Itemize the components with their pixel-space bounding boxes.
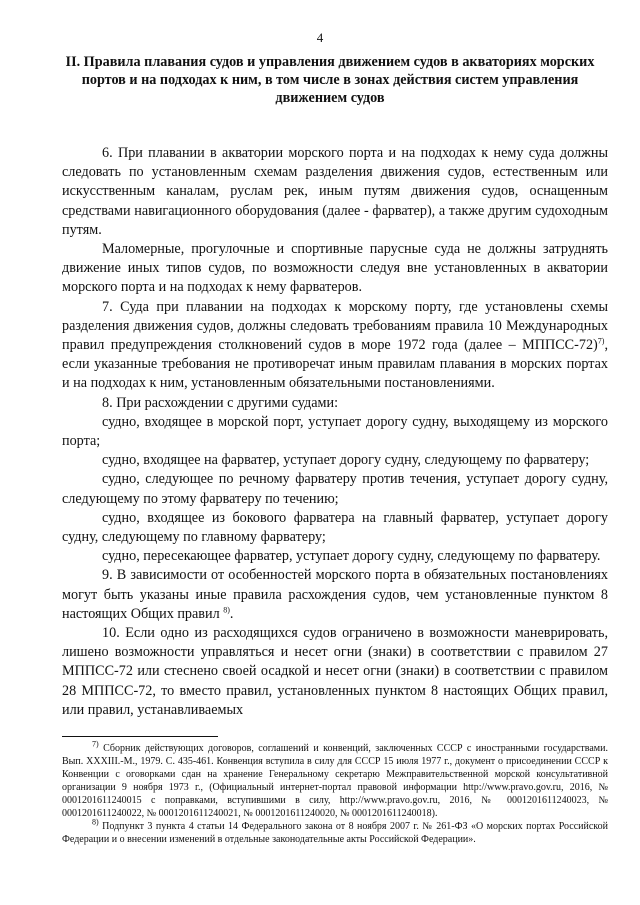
paragraph-7 [62, 298, 608, 394]
list-item: судно, пересекающее фарватер, уступает дорогу судну, следующему по фарватеру. [102, 548, 601, 565]
paragraph-6: 6. При плавании в акватории морского порта и на подходах к нему суда должны следовать по установленным схемам разделения движения судов, естественным или искусственным каналам, руслам рек, иным путям движения судов, оснащенным средствами навигационного оборудования (далее - фарватер), а также другим судоходным путям. [62, 145, 608, 238]
list-item: судно, входящее на фарватер, уступает дорогу судну, следующему по фарватеру; [102, 452, 590, 469]
paragraph-10: 10. Если одно из расходящихся судов ограничено в возможности маневрировать, лишено возможности управляться и несет огни (знаки) в соответствии с правилом 27 МППСС-72 или стеснено своей осадкой и несет огни (знаки) в соответствии с правилом 28 МППСС-72, то вместо правил, установленных пунктом 8 настоящих Общих правил, или правил, устанавливаемых [62, 625, 608, 718]
paragraph-7-text: 7. Суда при плавании на подходах к морскому порту, где установлены схемы разделения движения судов, должны следовать требованиям правила 10 Международных правил предупреждения столкновений судов в море 1972 года (далее – МППСС-72) [62, 298, 608, 354]
document-body [62, 144, 608, 720]
footnote-8 [62, 817, 608, 846]
footnote-divider [62, 736, 218, 737]
paragraph-9-end: . [229, 605, 234, 622]
paragraph-9 [62, 566, 608, 624]
list-item: судно, входящее в морской порт, уступает дорогу судну, выходящему из морского порта; [62, 413, 608, 450]
footnote-mark-8: 8) [92, 817, 99, 827]
footnote-ref-8: 8) [223, 605, 230, 615]
list-item: судно, входящее из бокового фарватера на главный фарватер, уступает дорогу судну, следующему по главному фарватеру; [62, 509, 608, 546]
paragraph-6-small-craft: Маломерные, прогулочные и спортивные парусные суда не должны затруднять движение иных типов судов, по возможности следуя вне установленных в акватории морского порта и на подходах к нему фарватеров. [62, 241, 608, 296]
paragraph-7-text-end: , если указанные требования не противоречат иным правилам плавания в морских портах и на подходах к ним, установленным обязательными постановлениями. [62, 337, 608, 392]
paragraph-8-intro: 8. При расхождении с другими судами: [102, 394, 339, 411]
footnote-8-text: Подпункт 3 пункта 4 статьи 14 Федерального закона от 8 ноября 2007 г. № 261-ФЗ «О морских портах Российской Федерации и о внесении изменений в отдельные законодательные акты Российской Федерации». [62, 821, 608, 845]
footnote-mark-7: 7) [92, 739, 99, 749]
footnote-7 [62, 739, 608, 820]
footnote-ref-7: 7) [597, 336, 605, 346]
page-number: 4 [316, 30, 324, 45]
footnotes [62, 739, 608, 846]
paragraph-9-text: 9. В зависимости от особенностей морского порта в обязательных постановлениях могут быть указаны иные правила расхождения судов, чем установленные пунктом 8 настоящих Общих правил [62, 567, 608, 622]
section-title: II. Правила плавания судов и управления движением судов в акваториях морских портов и на подходах к ним, в том числе в зонах действия систем управления движением судов [65, 54, 595, 106]
footnote-7-text: Сборник действующих договоров, соглашений и конвенций, заключенных СССР с иностранными государствами. Вып. XXXIII.-М., 1979. С. 435-461. Конвенция вступила в силу для СССР 15 июля 1977 г., документ о присоединении СССР к Конвенции с оговорками сдан на хранение Генеральному секретарю Межправительственной морской консультативной организации 9 ноября 1973 г., (Официальный интернет-портал правовой информации http://www.pravo.gov.ru, 2016, № 0001201611240015 с поправками, вступившими в силу, http://www.pravo.gov.ru, 2016, № 0001201611240023, № 0001201611240022, № 0001201611240021, № 0001201611240020, № 0001201611240018). [62, 743, 608, 819]
list-item: судно, следующее по речному фарватеру против течения, уступает дорогу судну, следующему по этому фарватеру по течению; [62, 471, 608, 507]
